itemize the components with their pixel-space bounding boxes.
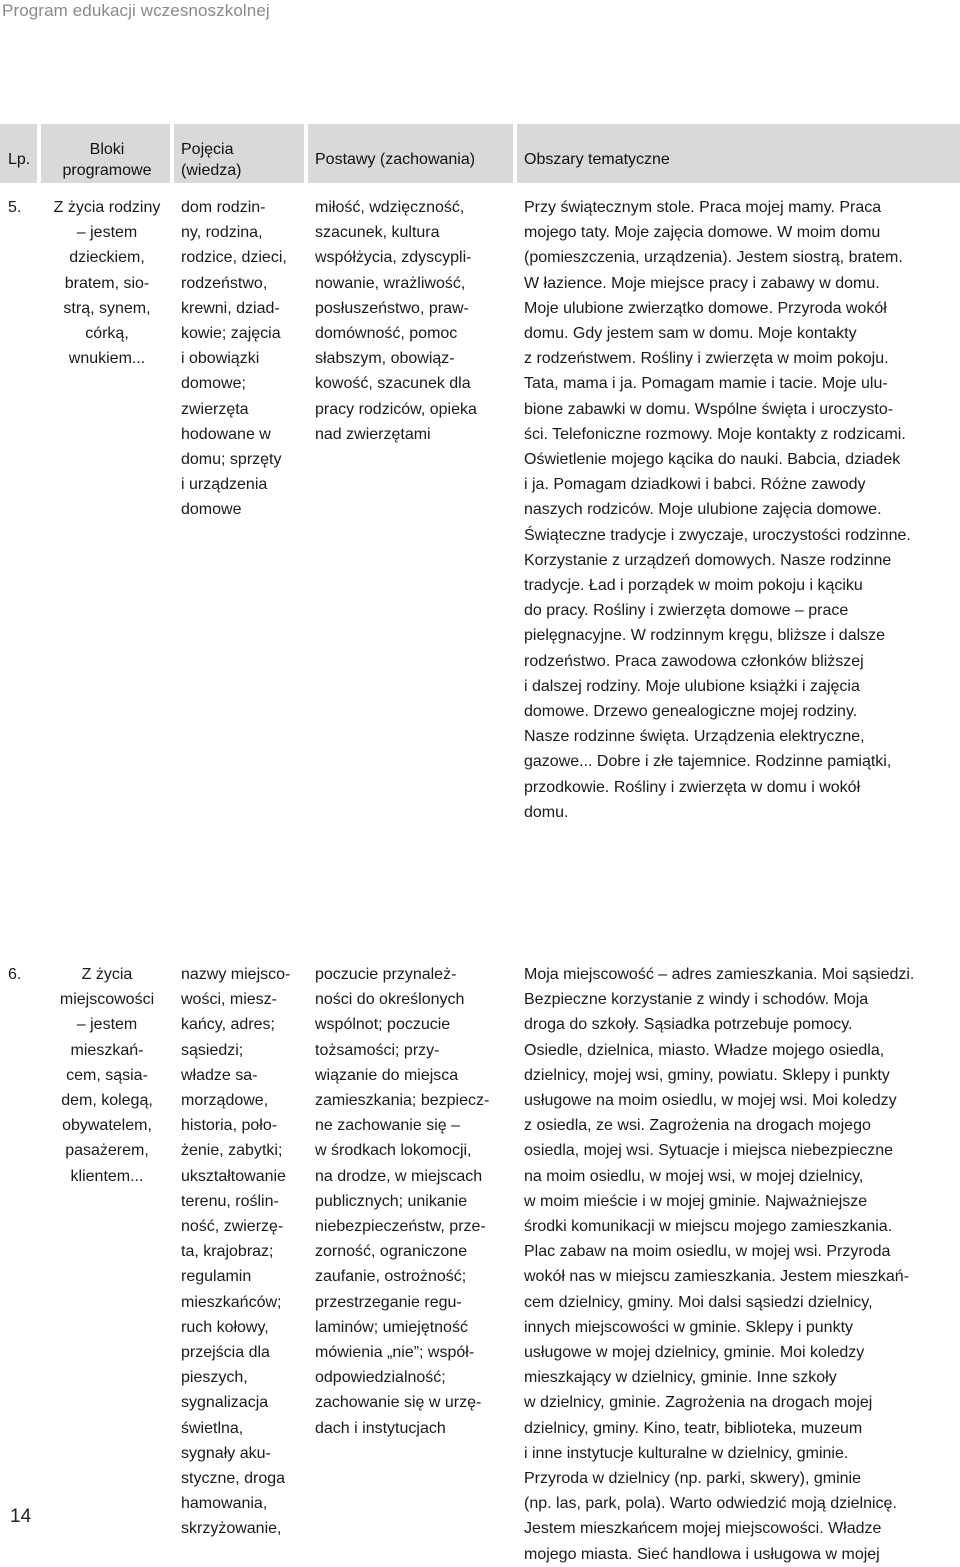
- header-obszary-tematyczne: Obszary tematyczne: [524, 151, 670, 168]
- cell-bloki: Z życia rodziny – jestem dzieckiem, bratem, sio- strą, synem, córką, wnukiem...: [53, 199, 161, 368]
- column-divider: [37, 124, 41, 1440]
- cell-pojecia: dom rodzin- ny, rodzina, rodzice, dzieci, rodzeństwo, krewni, dziad- kowie; zajęcia i obowiązki domowe; zwierzęta hodowane w domu; sprzęty i urządzenia domowe: [181, 199, 287, 519]
- column-divider: [513, 124, 517, 1440]
- cell-lp: 6.: [8, 966, 22, 983]
- header-bloki-programowe: Bloki programowe: [62, 141, 152, 179]
- cell-bloki: Z życia miejscowości – jestem mieszkań- cem, sąsia- dem, kolegą, obywatelem, pasażerem, klientem...: [59, 966, 155, 1185]
- header-pojecia: Pojęcia (wiedza): [181, 141, 242, 179]
- running-head: Program edukacji wczesnoszkolnej: [2, 1, 270, 20]
- header-postawy: Postawy (zachowania): [315, 151, 476, 168]
- header-lp: Lp.: [8, 151, 31, 168]
- cell-lp: 5.: [8, 199, 22, 216]
- cell-postawy: poczucie przynależ- ności do określonych wspólnot; poczucie tożsamości; przy- wiązanie do miejsca zamieszkania; bezpiecz- ne zachowanie się – w środkach lokomocji, na drodze, w miejscach publicznych; unikanie niebezpieczeństw, prze- zorność, ograniczone zaufanie, ostrożność; przestrzeganie regu- laminów; umiejętność mówienia „nie”; współ- odpowiedzialność; zachowanie się w urzę- dach i instytucjach: [315, 966, 490, 1437]
- column-divider: [170, 124, 174, 1440]
- table-header-row: [0, 124, 960, 183]
- cell-obszary: Przy świątecznym stole. Praca mojej mamy. Praca mojego taty. Moje zajęcia domowe. W moim domu (pomieszczenia, urządzenia). Jestem siostrą, bratem. W łazience. Moje miejsce pracy i zabawy w domu. Moje ulubione zwierzątko domowe. Przyroda wokół domu. Gdy jestem sam w domu. Moje kontakty z rodzeństwem. Rośliny i zwierzęta w moim pokoju. Tata, mama i ja. Pomagam mamie i tacie. Moje ulu- bione zabawki w domu. Wspólne święta i uroczysto- ści. Telefoniczne rozmowy. Moje kontakty z rodzicami. Oświetlenie mojego kącika do nauki. Babcia, dziadek i ja. Pomagam dziadkowi i babci. Różne zawody naszych rodziców. Moje ulubione zajęcia domowe. Świąteczne tradycje i zwyczaje, uroczystości rodzinne. Korzystanie z urządzeń domowych. Nasze rodzinne tradycje. Ład i porządek w moim pokoju i kąciku do pracy. Rośliny i zwierzęta domowe – prace pielęgnacyjne. W rodzinnym kręgu, bliższe i dalsze rodzeństwo. Praca zawodowa członków bliższej i dalszej rodziny. Moje ulubione książki i zajęcia domowe. Drzewo genealogiczne mojej rodziny. Nasze rodzinne święta. Urządzenia elektryczne, gazowe... Dobre i złe tajemnice. Rodzinne pamiątki, przodkowie. Rośliny i zwierzęta w domu i wokół domu.: [524, 199, 911, 821]
- cell-postawy: miłość, wdzięczność, szacunek, kultura współżycia, zdyscypli- nowanie, wrażliwość, posłuszeństwo, praw- domówność, pomoc słabszym, obowiąz- kowość, szacunek dla pracy rodziców, opieka nad zwierzętami: [315, 199, 477, 443]
- table-row: [0, 187, 960, 950]
- page-number: 14: [10, 1506, 32, 1527]
- cell-pojecia: nazwy miejsco- wości, miesz- kańcy, adres; sąsiedzi; władze sa- morządowe, historia, poło- żenie, zabytki; ukształtowanie terenu, roślin- ność, zwierzę- ta, krajobraz; regulamin mieszkańców; ruch kołowy, przejścia dla pieszych, sygnalizacja świetlna, sygnały aku- styczne, droga hamowania, skrzyżowanie,: [181, 966, 291, 1538]
- column-divider: [304, 124, 308, 1440]
- cell-obszary: Moja miejscowość – adres zamieszkania. Moi sąsiedzi. Bezpieczne korzystanie z windy i schodów. Moja droga do szkoły. Sąsiadka potrzebuje pomocy. Osiedle, dzielnica, miasto. Władze mojego osiedla, dzielnicy, mojej wsi, gminy, powiatu. Sklepy i punkty usługowe na moim osiedlu, w mojej wsi. Moi koledzy z osiedla, ze wsi. Zagrożenia na drogach mojego osiedla, mojej wsi. Sytuacje i miejsca niebezpieczne na moim osiedlu, w mojej wsi, w mojej dzielnicy, w moim mieście i w mojej gminie. Najważniejsze środki komunikacji w miejscu mojego zamieszkania. Plac zabaw na moim osiedlu, w mojej wsi. Przyroda wokół nas w miejscu zamieszkania. Jestem mieszkań- cem dzielnicy, gminy. Moi dalsi sąsiedzi dzielnicy, innych miejscowości w gminie. Sklepy i punkty usługowe w mojej dzielnicy, gminie. Moi koledzy mieszkający w dzielnicy, gminie. Inne szkoły w dzielnicy, gminie. Zagrożenia na drogach mojej dzielnicy, gminy. Kino, teatr, biblioteka, muzeum i inne instytucje kulturalne w dzielnicy, gminie. Przyroda w dzielnicy (np. parki, skwery), gminie (np. las, park, pola). Warto odwiedzić moją dzielnicę. Jestem mieszkańcem mojej miejscowości. Władze mojego miasta. Sieć handlowa i usługowa w mojej: [524, 966, 915, 1563]
